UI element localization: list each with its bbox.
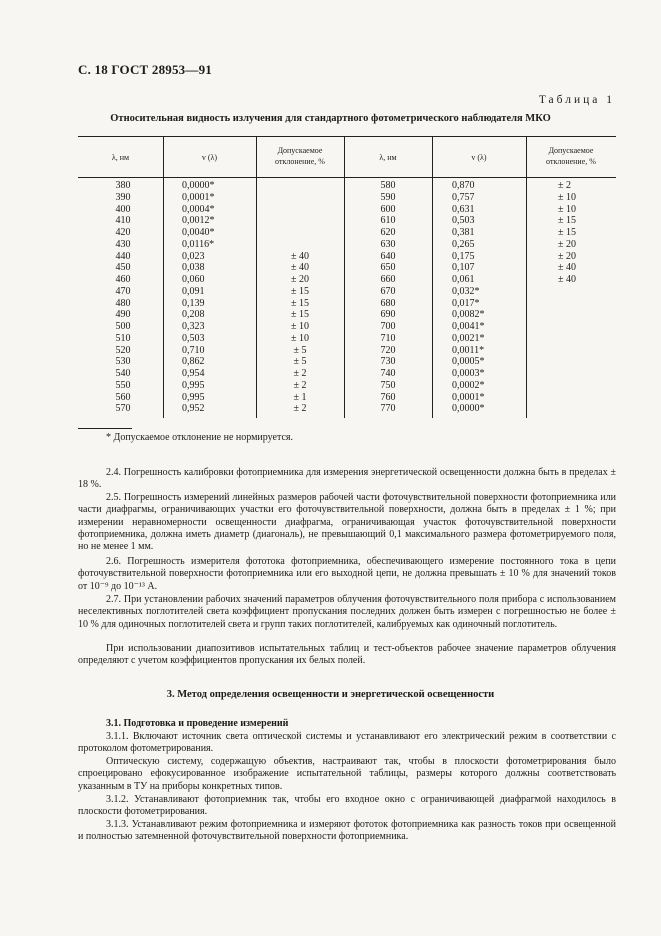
table-cell: 0,757 [452,191,475,203]
table-cell: ± 15 [291,297,309,309]
table-cell: 0,503 [182,332,205,344]
table-cell: ± 20 [558,238,576,250]
table-cell [256,180,344,192]
column-deviation-1 [256,180,344,415]
table-cell: ± 2 [293,403,307,415]
paragraph-2-7 [78,594,616,631]
table-cell: 0,323 [182,321,205,332]
table-cell: 0,0040* [182,227,215,238]
table-cell: 0,038 [182,262,205,274]
table-cell: 660 [380,274,396,285]
table-cell: ± 20 [558,250,576,262]
table-cell: 0,995 [182,379,205,391]
paragraph-2-4 [78,467,616,492]
paragraph-text: 2.5. Погрешность измерений линейных размеров рабочей части фоточувствительной поверхности фотоприемника или части диафрагмы, ограничивающих участки его фоточувствительной поверхности, должна быть в пределах ± 1 %; при измерении неравномерности освещенности диафрагма, ограничивающая участок фоточувствительной поверхности фотоприемника, должна иметь диаметр (диагональ), не превышающий 0,1 максимального размера фотометрируемого поля, но не менее 1 мм. [78,492,616,553]
table-cell: 600 [380,203,396,215]
paragraph-2-7-continued [78,643,616,668]
table-cell: 0,0001* [452,391,485,403]
table-cell: ± 40 [291,262,309,274]
table-cell: 0,952 [182,403,205,415]
page-header: С. 18 ГОСТ 28953—91 [78,62,212,77]
header-v-2: v (λ) [471,153,487,162]
table-cell: 0,0000* [452,403,485,415]
table-cell: 0,503 [452,215,475,227]
table-cell: 740 [380,368,396,379]
section-3-title: 3. Метод определения освещенности и энергетической освещенности [166,689,495,700]
table-cell: 750 [380,379,396,391]
table-cell [558,403,616,415]
table-cell: ± 10 [558,191,576,203]
table-cell [558,321,616,333]
table-cell: 0,0003* [452,368,485,379]
table-cell: 620 [380,227,396,238]
column-lambda-1 [78,180,168,415]
table-cell: 410 [115,215,131,227]
table-cell: 0,995 [182,391,205,403]
paragraph-text: 2.6. Погрешность измерителя фототока фотоприемника, обеспечивающего измерение постоянного тока в цепи фоточувствительной поверхности фотоприемника или его выходной цепи, не должна превышать ± 10 % для значений токов от 10⁻⁹ до 10⁻¹³ А. [78,556,616,592]
table-cell: 770 [380,403,396,415]
table-cell [558,309,616,321]
table-cell: 0,0004* [182,203,215,215]
table-cell: 0,107 [452,262,475,274]
table-cell: 0,954 [182,368,205,379]
table-cell: 490 [115,309,131,321]
paragraph-3-1-1 [78,731,616,756]
table-cell: 0,091 [182,285,205,297]
table-cell: 730 [380,356,396,368]
footnote-rule [78,428,132,429]
table-cell: 520 [115,344,131,356]
paragraph-text: 2.7. При установлении рабочих значений параметров облучения фоточувствительного поля прибора с использованием неселективных поглотителей света коэффициент пропускания последних должен быть измерен с погрешностью не более ± 10 % для одиночных поглотителей света и групп таких поглотителей, калибруемых как одиночный поглотитель. [78,594,616,630]
subsection-3-1-title: 3.1. Подготовка и проведение измерений [106,718,289,729]
table-cell: 0,0001* [182,191,215,203]
table-cell: 0,0011* [452,344,485,356]
paragraph-3-1-2 [78,794,616,819]
header-deviation-2-line1: Допускаемое [548,146,594,155]
table-cell: 760 [380,391,396,403]
table-cell: 0,0000* [182,180,215,191]
table-cell: ± 40 [558,262,576,274]
table-cell: 430 [115,238,131,250]
table-cell: ± 15 [558,227,576,238]
table-cell: 0,381 [452,227,475,238]
table-cell: 0,862 [182,356,205,368]
table-cell [558,333,616,345]
table-cell: ± 2 [293,379,307,391]
table-cell: 560 [115,391,131,403]
table-top-rule [78,136,616,137]
table-cell: ± 2 [558,180,571,191]
table-cell: 530 [115,356,131,368]
paragraph-text: При использовании диапозитивов испытательных таблиц и тест-объектов рабочее значение параметров облучения определяют с учетом коэффициентов пропускания их белых полей. [78,643,616,667]
table-cell: 610 [380,215,396,227]
table-cell: 0,023 [182,250,205,262]
table-cell: 720 [380,344,396,356]
table-cell: 390 [115,191,131,203]
table-footnote: * Допускаемое отклонение не нормируется. [106,432,293,443]
col-divider [526,136,527,418]
table-cell [558,392,616,404]
table-cell: 450 [115,262,131,274]
paragraph-2-5 [78,492,616,553]
table-cell: 0,061 [452,274,475,285]
table-cell: ± 10 [291,321,309,332]
table-label: Таблица 1 [538,94,615,106]
table-cell: ± 10 [558,203,576,215]
header-lambda-1: λ, нм [111,153,130,162]
table-cell: 590 [380,191,396,203]
col-divider [432,136,433,418]
table-cell [558,298,616,310]
table-cell [558,368,616,380]
table-cell: ± 5 [293,356,307,368]
table-cell: 0,0082* [452,309,485,321]
table-cell: 0,208 [182,309,205,321]
table-cell: ± 20 [291,274,309,285]
table-cell: 0,017* [452,297,480,309]
table-cell [256,239,344,251]
table-cell: 0,0012* [182,215,215,227]
table-cell: 0,175 [452,250,475,262]
table-cell: ± 15 [291,309,309,321]
paragraph-text: 2.4. Погрешность калибровки фотоприемника для измерения энергетической освещенности должна быть в пределах ± 18 %. [78,467,616,491]
paragraph-2-6 [78,556,616,593]
table-cell: 420 [115,227,131,238]
table-cell [256,192,344,204]
table-cell: 510 [115,332,131,344]
table-cell: ± 40 [291,250,309,262]
table-cell: 0,0002* [452,379,485,391]
paragraph-text: 3.1.3. Устанавливают режим фотоприемника и измеряют фототок фотоприемника как разность токов при освещенной и полностью затемненной фоточувствительной поверхности фотоприемника. [78,819,616,843]
table-cell: 540 [115,368,131,379]
table-cell: 0,0005* [452,356,485,368]
table-cell: 630 [380,238,396,250]
table-cell: 0,710 [182,344,205,356]
table-cell: 0,032* [452,285,480,297]
table-header-rule [78,177,616,178]
paragraph-3-1-1-continued [78,756,616,793]
table-cell: 460 [115,274,131,285]
table-cell: ± 15 [291,285,309,297]
column-v-2 [452,180,526,415]
table-cell: 550 [115,379,131,391]
paragraph-text: Оптическую систему, содержащую объектив, настраивают так, чтобы в плоскости фотометрирования было спроецировано ефокусированное изображение испытательной таблицы, размеры которого должны соответствовать указанным в ТУ на приборы конкретных типов. [78,756,616,792]
header-deviation-1-line1: Допускаемое [277,146,323,155]
table-cell [558,356,616,368]
table-cell: ± 10 [291,332,309,344]
header-deviation-1-line2: отклонение, % [275,157,325,166]
table-cell [256,204,344,216]
table-cell [256,215,344,227]
column-lambda-2 [344,180,432,415]
table-cell: ± 5 [293,344,307,356]
column-v-1 [182,180,256,415]
table-cell: 440 [115,250,131,262]
table-cell [256,227,344,239]
header-deviation-2 [526,145,616,167]
header-lambda-2: λ, нм [379,153,397,162]
table-cell: 480 [115,297,131,309]
table-cell: 0,060 [182,274,205,285]
table-cell: 700 [380,321,396,332]
table-cell: 710 [380,332,396,344]
column-deviation-2 [558,180,616,415]
table-cell: 570 [115,403,131,415]
table-cell: 380 [115,180,131,191]
table-cell: 0,870 [452,180,475,191]
table-cell: 0,265 [452,238,475,250]
table-cell: ± 40 [558,274,576,285]
header-deviation-1 [256,145,344,167]
table-cell: 0,0021* [452,332,485,344]
table-cell [558,345,616,357]
table-cell: 470 [115,285,131,297]
table-cell: 640 [380,250,396,262]
header-deviation-2-line2: отклонение, % [546,157,596,166]
table-cell: 650 [380,262,396,274]
table-cell: 0,631 [452,203,475,215]
paragraph-text: 3.1.1. Включают источник света оптической системы и устанавливают его электрический режим в соответствии с протоколом фотометрирования. [78,731,616,755]
table-cell: 680 [380,297,396,309]
table-cell: 500 [115,321,131,332]
table-cell: 0,0041* [452,321,485,332]
table-cell: 670 [380,285,396,297]
paragraph-3-1-3 [78,819,616,844]
paragraph-text: 3.1.2. Устанавливают фотоприемник так, чтобы его входное окно с ограничивающей диафрагмой находилось в плоскости фотометрирования. [78,794,616,818]
table-title: Относительная видность излучения для стандартного фотометрического наблюдателя МКО [110,113,551,124]
table-cell: ± 1 [293,391,307,403]
header-v-1: v (λ) [201,153,218,162]
table-cell: 400 [115,203,131,215]
table-cell: 0,0116* [182,238,215,250]
table-cell: 580 [380,180,396,191]
table-cell: ± 15 [558,215,576,227]
table-cell: 690 [380,309,396,321]
table-cell: 0,139 [182,297,205,309]
table-cell [558,286,616,298]
table-cell: ± 2 [293,368,307,379]
table-cell [558,380,616,392]
